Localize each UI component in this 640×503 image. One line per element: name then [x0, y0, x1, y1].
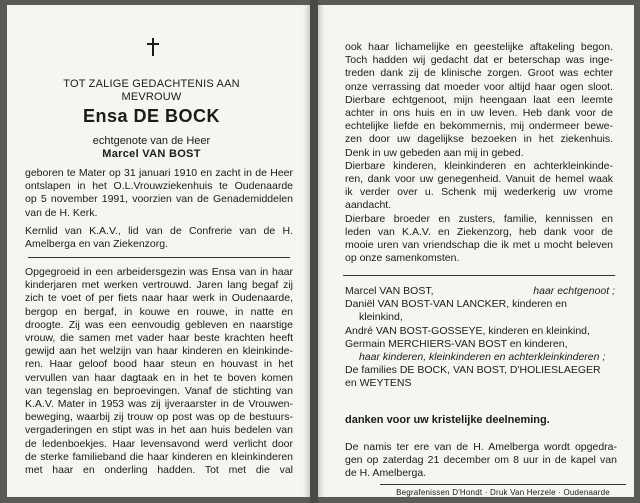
text-line: vergaderingen en stipt was in het aan huis bedelen van	[25, 424, 293, 437]
spouse-name: Marcel VAN BOST	[102, 148, 201, 160]
family-list	[345, 285, 615, 391]
spouse-intro: echtgenote van de Heer	[92, 135, 211, 147]
family-member: André VAN BOST-GOSSEYE, kinderen en kleinkind,	[345, 324, 590, 337]
deceased-name: Ensa DE BOCK	[82, 106, 221, 126]
text-line: beweging, waarbij zij trouw op post was op de bestuurs-	[25, 411, 293, 424]
text-line: K.A.V. Mater in 1953 was zij ijveraarster in de Vrouwen-	[25, 398, 293, 411]
text-line: op onze samenkomsten.	[345, 252, 460, 265]
text-line: kinderjaren met werken vertrouwd. Jaren lang begaf zij	[25, 279, 293, 292]
text-line: De namis ter ere van de H. Amelberga wordt opgedra-	[345, 441, 617, 453]
text-line: Amelberga en van Ziekenzorg.	[25, 238, 168, 251]
farewell-letter	[345, 41, 613, 265]
memorial-heading-line-2: MEVROUW	[121, 91, 182, 103]
family-member: Germain MERCHIERS-VAN BOST en kinderen,	[345, 337, 568, 350]
text-line: van tegenslag en beproevingen. Vanaf de stichting van	[25, 384, 293, 397]
family-role: haar echtgenoot ;	[533, 285, 615, 297]
text-line: vervullen van haar dagtaak en in het te boven komen	[25, 371, 293, 384]
text-line: mooie uren van vriendschap die ik met u mocht beleven	[345, 239, 613, 252]
family-row	[345, 338, 615, 351]
text-line: ontslapen in het O.L.Vrouwziekenhuis te Oudenaarde	[25, 180, 293, 193]
text-line: Kernlid van K.A.V., lid van de Confrerie van de H.	[25, 225, 293, 237]
family-row	[345, 285, 615, 298]
family-row	[345, 298, 615, 311]
printer-credit: Begrafenissen D'Hondt · Druk Van Herzele · Oudenaarde	[380, 484, 626, 497]
text-line: de ledenboekjes. Haar levensavond werd verlicht door	[25, 437, 293, 450]
text-line: leden van K.A.V. en Ziekenzorg, heb dank voor de	[345, 225, 613, 238]
family-member: kleinkind,	[359, 311, 403, 324]
spouse-block	[0, 135, 303, 161]
text-line: op 5 november 1991, voorzien van de Genademiddelen	[25, 193, 293, 206]
family-member: en WEYTENS	[345, 377, 412, 390]
text-line: ik verder over u. Schenk mij wederkerig uw vrome	[345, 186, 613, 199]
text-line: treden dank zij de klinische zorgen. Groot was echter	[345, 67, 613, 80]
text-line: geboren te Mater op 31 januari 1910 en zacht in de Heer	[25, 167, 293, 179]
family-member: De families DE BOCK, VAN BOST, D'HOLIESLAEGER	[345, 364, 601, 377]
text-line: de sterke familieband die haar kinderen en kleinkinderen	[25, 450, 293, 463]
family-row	[345, 351, 615, 364]
family-role: haar kinderen, kleinkinderen en achterkleinkinderen ;	[359, 350, 606, 363]
text-line: Dierbare echtgenoot, mijn heengaan laat een leemte	[345, 93, 613, 106]
biography-paragraph	[25, 266, 293, 477]
family-row	[345, 377, 615, 390]
text-line: achter in ons huis en in uw leven. Heb dank voor de	[345, 107, 613, 120]
text-line: bergop en bergaf, in kouwe en rouwe, in natte en	[25, 305, 293, 318]
divider	[343, 275, 615, 276]
cross-icon	[147, 38, 159, 56]
text-line: aandacht.	[345, 199, 392, 212]
family-row	[345, 364, 615, 377]
text-line: zich te voet of per fiets naar haar werk in Oudenaarde,	[25, 292, 293, 305]
family-member: Marcel VAN BOST,	[345, 285, 434, 297]
birth-death-paragraph	[25, 167, 293, 220]
mass-announcement	[345, 441, 617, 481]
text-line: gewijd aan het welzijn van haar kinderen en kleinkinde-	[25, 345, 293, 358]
text-line: Opgegroeid in een arbeidersgezin was Ensa van in haar	[25, 266, 293, 278]
divider	[28, 257, 290, 258]
text-line: met haar en onderling hadden. Tot met die val	[25, 464, 293, 477]
text-line: echtelijke liefde en bekommernis, mij ondermeer bewe-	[345, 120, 613, 133]
text-line: onze verrassing dat moeder voor altijd haar ogen sloot.	[345, 80, 613, 93]
text-line: zen door uw dagelijkse bezoeken in het ziekenhuis.	[345, 133, 613, 146]
family-member: Daniël VAN BOST-VAN LANCKER, kinderen en	[345, 298, 567, 311]
family-row	[345, 311, 615, 324]
text-line: Dierbare broeder en zusters, familie, kennissen en	[345, 212, 613, 225]
text-line: droogte. Zij was een eenvoudig gebleven en naarstige	[25, 318, 293, 331]
thanks-line: danken voor uw kristelijke deelneming.	[345, 414, 550, 426]
membership-paragraph	[25, 225, 293, 251]
text-line: van de H. Kerk.	[25, 206, 98, 219]
text-line: Dierbare kinderen, kleinkinderen en achterkleinkinde-	[345, 159, 613, 172]
memorial-heading-line-1: TOT ZALIGE GEDACHTENIS AAN	[63, 78, 240, 90]
family-row	[345, 325, 615, 338]
text-line: Denk in uw gebeden aan mij in gebed.	[345, 146, 524, 159]
text-line: gen op zaterdag 21 december om 8 uur in de kapel van	[345, 454, 617, 467]
text-line: ook haar lichamelijke en geestelijke aftakeling begon.	[345, 41, 613, 53]
text-line: de H. Amelberga.	[345, 467, 427, 480]
card-fold	[310, 0, 318, 503]
text-line: ren. Haar geloof bood haar steun en houvast in het	[25, 358, 293, 371]
text-line: vrouw, die samen met vader haar beste krachten heeft	[25, 332, 293, 345]
text-line: ren, dank voor uw genegenheid. Vanuit de hemel waak	[345, 173, 613, 186]
text-line: Toch hadden wij gedacht dat er beterschap was inge-	[345, 54, 613, 67]
